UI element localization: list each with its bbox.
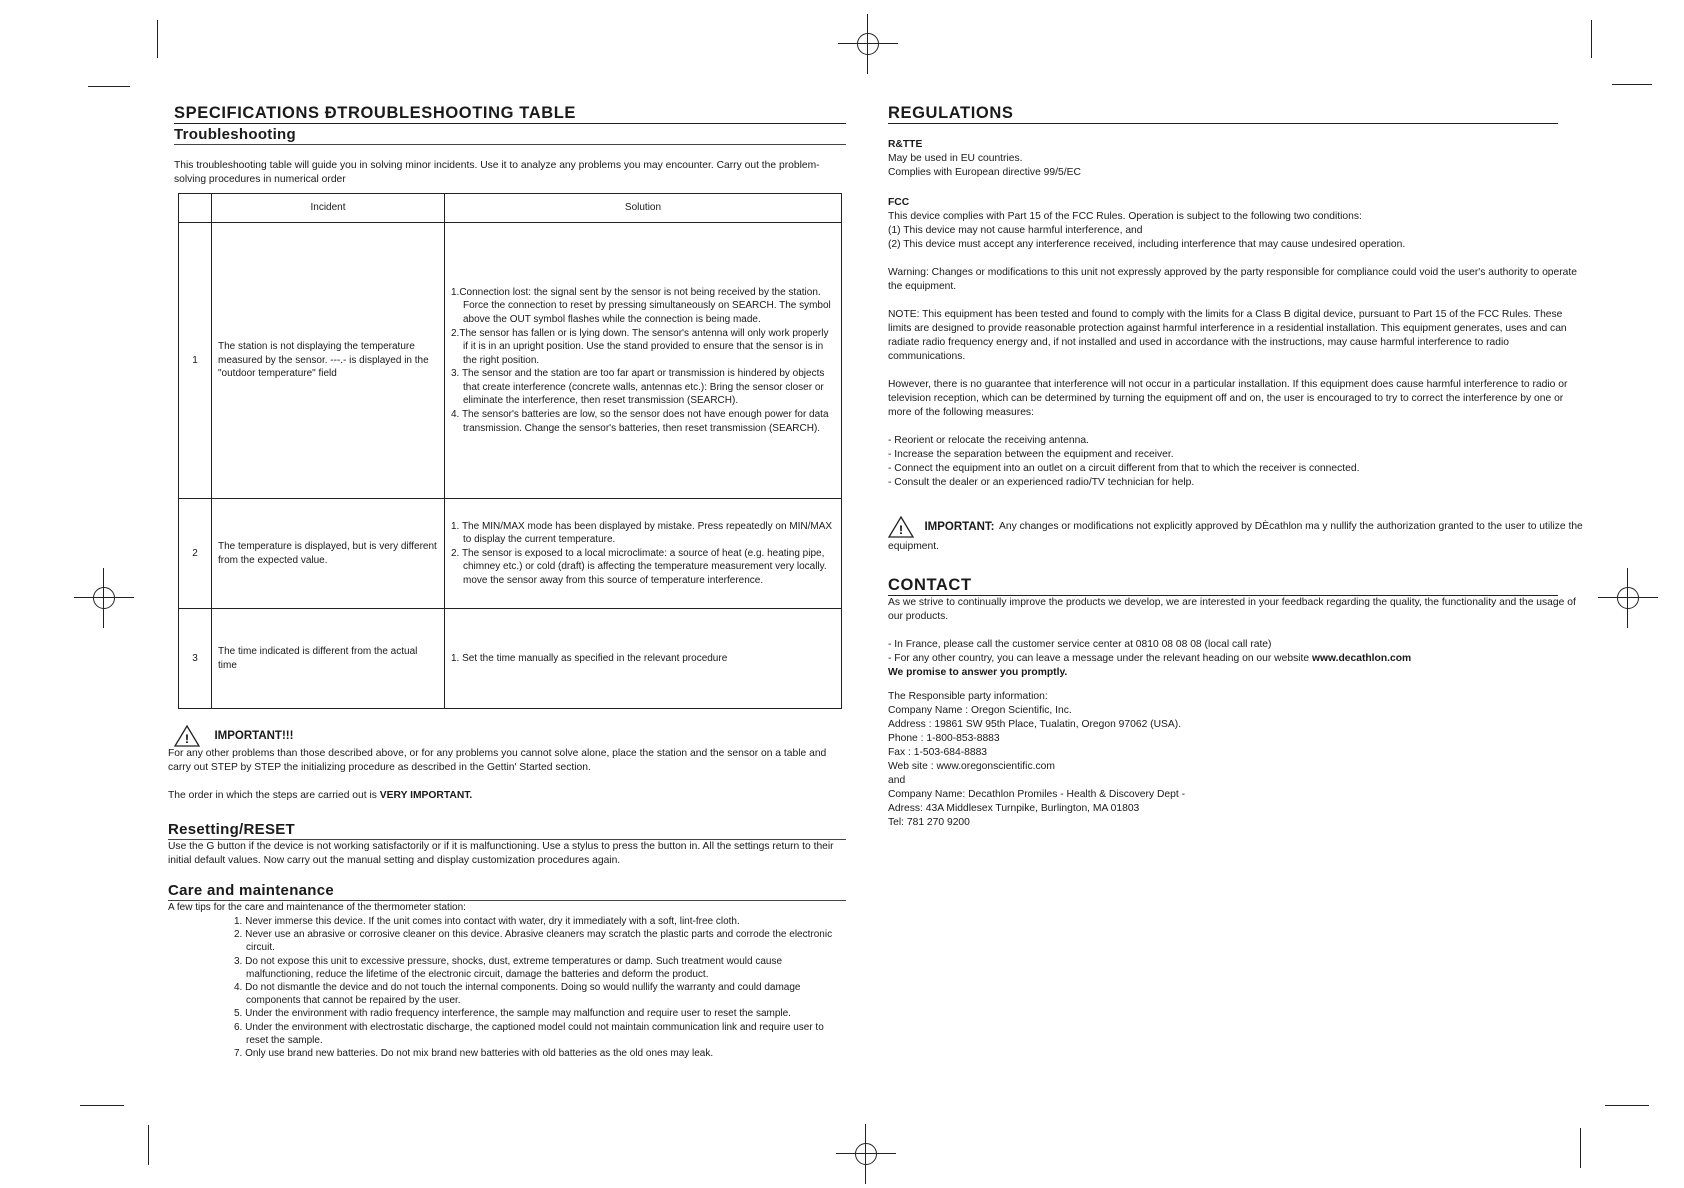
contact-france: - In France, please call the customer service center at 0810 08 08 08 (local call rate) — [888, 639, 1272, 650]
order-text-emphasis: VERY IMPORTANT. — [379, 790, 473, 801]
fcc-heading: FCC — [888, 197, 910, 208]
list-item: - Connect the equipment into an outlet on a circuit different from that to which the receiver is connected. — [888, 463, 1360, 474]
care-heading: Care and maintenance — [168, 882, 846, 901]
warning-triangle-icon — [888, 516, 914, 538]
party-line: Phone : 1-800-853-8883 — [888, 733, 1000, 744]
important-block — [888, 516, 1588, 556]
crop-mark — [1591, 20, 1592, 58]
crop-mark — [1580, 1128, 1581, 1168]
svg-text:!: ! — [185, 732, 189, 746]
crop-mark — [80, 1105, 124, 1106]
website-link[interactable]: www.decathlon.com — [1311, 653, 1412, 664]
contact-title: CONTACT — [888, 576, 1558, 596]
left-column — [168, 104, 846, 1060]
fcc-warning: Warning: Changes or modifications to this unit not expressly approved by the party responsible for compliance could void the user's authority to operate the equipment. — [888, 267, 1577, 292]
list-item: 5. Under the environment with radio frequency interference, the sample may malfunction and require user to reset the sample. — [234, 1008, 791, 1020]
contact-other-country — [888, 652, 1588, 666]
fcc-line: This device complies with Part 15 of the FCC Rules. Operation is subject to the following two conditions: — [888, 211, 1362, 222]
party-line: Adress: 43A Middlesex Turnpike, Burlington, MA 01803 — [888, 803, 1140, 814]
solution-item: 1.Connection lost: the signal sent by the sensor is not being received by the station. Force the connection to reset by pressing simultaneously on SEARCH. The symbol above the OUT symbol flashes while the connection is being made. — [451, 286, 831, 325]
table-row — [179, 609, 842, 709]
list-item: - Reorient or relocate the receiving antenna. — [888, 435, 1089, 446]
row-solution — [445, 223, 842, 499]
list-item: 1. Never immerse this device. If the unit comes into contact with water, dry it immediately with a soft, lint-free cloth. — [234, 916, 740, 927]
order-text-main: The order in which the steps are carried out is — [168, 790, 377, 801]
fcc-line: (2) This device must accept any interference received, including interference that may cause undesired operation. — [888, 239, 1406, 250]
care-list — [234, 915, 846, 1060]
troubleshooting-heading: Troubleshooting — [174, 126, 846, 145]
row-solution — [445, 609, 842, 709]
party-line: Web site : www.oregonscientific.com — [888, 761, 1055, 772]
responsible-party — [888, 690, 1588, 830]
contact-other-text: - For any other country, you can leave a message under the relevant heading on our website — [888, 653, 1310, 664]
rtte-line: May be used in EU countries. — [888, 153, 1023, 164]
fcc-however: However, there is no guarantee that interference will not occur in a particular installation. If this equipment does cause harmful interference to radio or television reception, which can be determined by turning the equipment off and on, the user is encouraged to try to correct the interference by one or more of the following measures: — [888, 379, 1568, 418]
row-number: 1 — [179, 223, 212, 499]
party-line: The Responsible party information: — [888, 691, 1048, 702]
list-item: - Consult the dealer or an experienced radio/TV technician for help. — [888, 477, 1195, 488]
table-header-solution: Solution — [445, 194, 842, 223]
troubleshooting-table — [178, 193, 842, 709]
rtte-line: Complies with European directive 99/5/EC — [888, 167, 1081, 178]
regulations-title: REGULATIONS — [888, 104, 1558, 124]
registration-mark-top — [838, 14, 898, 74]
row-incident: The time indicated is different from the actual time — [212, 609, 445, 709]
row-incident: The temperature is displayed, but is very different from the expected value. — [212, 499, 445, 609]
party-line: Fax : 1-503-684-8883 — [888, 747, 988, 758]
order-text — [168, 789, 846, 803]
measures-list — [888, 434, 1588, 490]
list-item: 4. Do not dismantle the device and do not touch the internal components. Doing so would nullify the warranty and could damage components that cannot be repaired by the user. — [234, 982, 801, 1007]
party-line: Address : 19861 SW 95th Place, Tualatin, Oregon 97062 (USA). — [888, 719, 1182, 730]
resetting-text: Use the G button if the device is not working satisfactorily or if it is malfunctioning. Use a stylus to press the button in. All the settings return to their initial default values. Now carry out the manual setting and display customization procedures again. — [168, 841, 834, 866]
resetting-heading: Resetting/RESET — [168, 821, 846, 840]
important-text: For any other problems than those described above, or for any problems you cannot solve alone, place the station and the sensor on a table and carry out STEP by STEP the initializing procedure as described in the Gettin' Started section. — [168, 748, 827, 773]
registration-mark-bottom — [836, 1124, 896, 1184]
row-solution — [445, 499, 842, 609]
important-label: IMPORTANT!!! — [214, 730, 294, 742]
list-item: 2. Never use an abrasive or corrosive cleaner on this device. Abrasive cleaners may scratch the plastic parts and corrode the electronic circuit. — [234, 929, 833, 954]
row-number: 3 — [179, 609, 212, 709]
list-item: 3. Do not expose this unit to excessive pressure, shocks, dust, extreme temperatures or damp. Such treatment would cause malfunctioning, reduce the lifetime of the electronic circuit, damage the batteries and deform the product. — [234, 955, 783, 980]
list-item: 7. Only use brand new batteries. Do not mix brand new batteries with old batteries as the old ones may leak. — [234, 1048, 714, 1060]
fcc-line: (1) This device may not cause harmful interference, and — [888, 225, 1143, 236]
registration-mark-left — [74, 568, 134, 628]
troubleshooting-intro: This troubleshooting table will guide you in solving minor incidents. Use it to analyze any problems you may encounter. Carry out the problem-solving procedures in numerical order — [174, 160, 820, 185]
row-number: 2 — [179, 499, 212, 609]
solution-item: 1. The MIN/MAX mode has been displayed by mistake. Press repeatedly on MIN/MAX to display the current temperature. — [451, 520, 833, 546]
right-column — [888, 104, 1588, 830]
solution-item: 2.The sensor has fallen or is lying down. The sensor's antenna will only work properly if it is in an upright position. Use the stand provided to ensure that the sensor is in the right position. — [451, 327, 829, 366]
crop-mark — [157, 20, 158, 58]
crop-mark — [1612, 84, 1652, 85]
table-row — [179, 499, 842, 609]
warning-triangle-icon — [174, 725, 200, 747]
row-incident: The station is not displaying the temperature measured by the sensor. ---.- is displayed in the "outdoor temperature" field — [212, 223, 445, 499]
solution-item: 1. Set the time manually as specified in the relevant procedure — [451, 652, 728, 664]
solution-item: 2. The sensor is exposed to a local microclimate: a source of heat (e.g. heating pipe, chimney etc.) or cold (draft) is affecting the temperature measurement very locally. move the sensor away from this source of temperature interference. — [451, 547, 827, 586]
svg-text:!: ! — [899, 523, 903, 537]
table-header-incident: Incident — [212, 194, 445, 223]
contact-promise: We promise to answer you promptly. — [888, 667, 1068, 678]
table-header-row — [179, 194, 842, 223]
fcc-note: NOTE: This equipment has been tested and found to comply with the limits for a Class B digital device, pursuant to Part 15 of the FCC Rules. These limits are designed to provide reasonable protection against harmful interference in a residential installation. This equipment generates, uses and can radiate radio frequency energy and, if not installed and used in accordance with the instructions, may cause harmful interference to radio communications. — [888, 309, 1567, 362]
party-line: Company Name : Oregon Scientific, Inc. — [888, 705, 1072, 716]
solution-item: 3. The sensor and the station are too far apart or transmission is hindered by objects that create interference (concrete walls, antennas etc.): Bring the sensor closer or eliminate the interference, then reset transmission (SEARCH). — [451, 368, 825, 407]
contact-intro: As we strive to continually improve the products we develop, we are interested in your feedback regarding the quality, the functionality and the usage of our products. — [888, 597, 1576, 622]
table-row — [179, 223, 842, 499]
crop-mark — [88, 86, 130, 87]
party-line: Company Name: Decathlon Promiles - Health & Discovery Dept - — [888, 789, 1186, 800]
list-item: 6. Under the environment with electrostatic discharge, the captioned model could not maintain communication link and require user to reset the sample. — [234, 1021, 824, 1046]
registration-mark-right — [1598, 568, 1658, 628]
table-header-num — [179, 194, 212, 223]
party-line: and — [888, 775, 906, 786]
solution-item: 4. The sensor's batteries are low, so the sensor does not have enough power for data transmission. Change the sensor's batteries, then reset transmission (SEARCH). — [451, 409, 829, 434]
important-block — [174, 725, 846, 747]
crop-mark — [1605, 1105, 1649, 1106]
party-line: Tel: 781 270 9200 — [888, 817, 970, 828]
crop-mark — [148, 1125, 149, 1165]
care-intro: A few tips for the care and maintenance of the thermometer station: — [168, 902, 466, 913]
specifications-title: SPECIFICATIONS ÐTROUBLESHOOTING TABLE — [174, 104, 846, 124]
important-label: IMPORTANT: — [924, 521, 995, 533]
rtte-heading: R&TTE — [888, 139, 923, 150]
important-text: Any changes or modifications not explicitly approved by DÈcathlon ma y nullify the authorization granted to the user to utilize the equipment. — [888, 521, 1583, 552]
list-item: - Increase the separation between the equipment and receiver. — [888, 449, 1174, 460]
